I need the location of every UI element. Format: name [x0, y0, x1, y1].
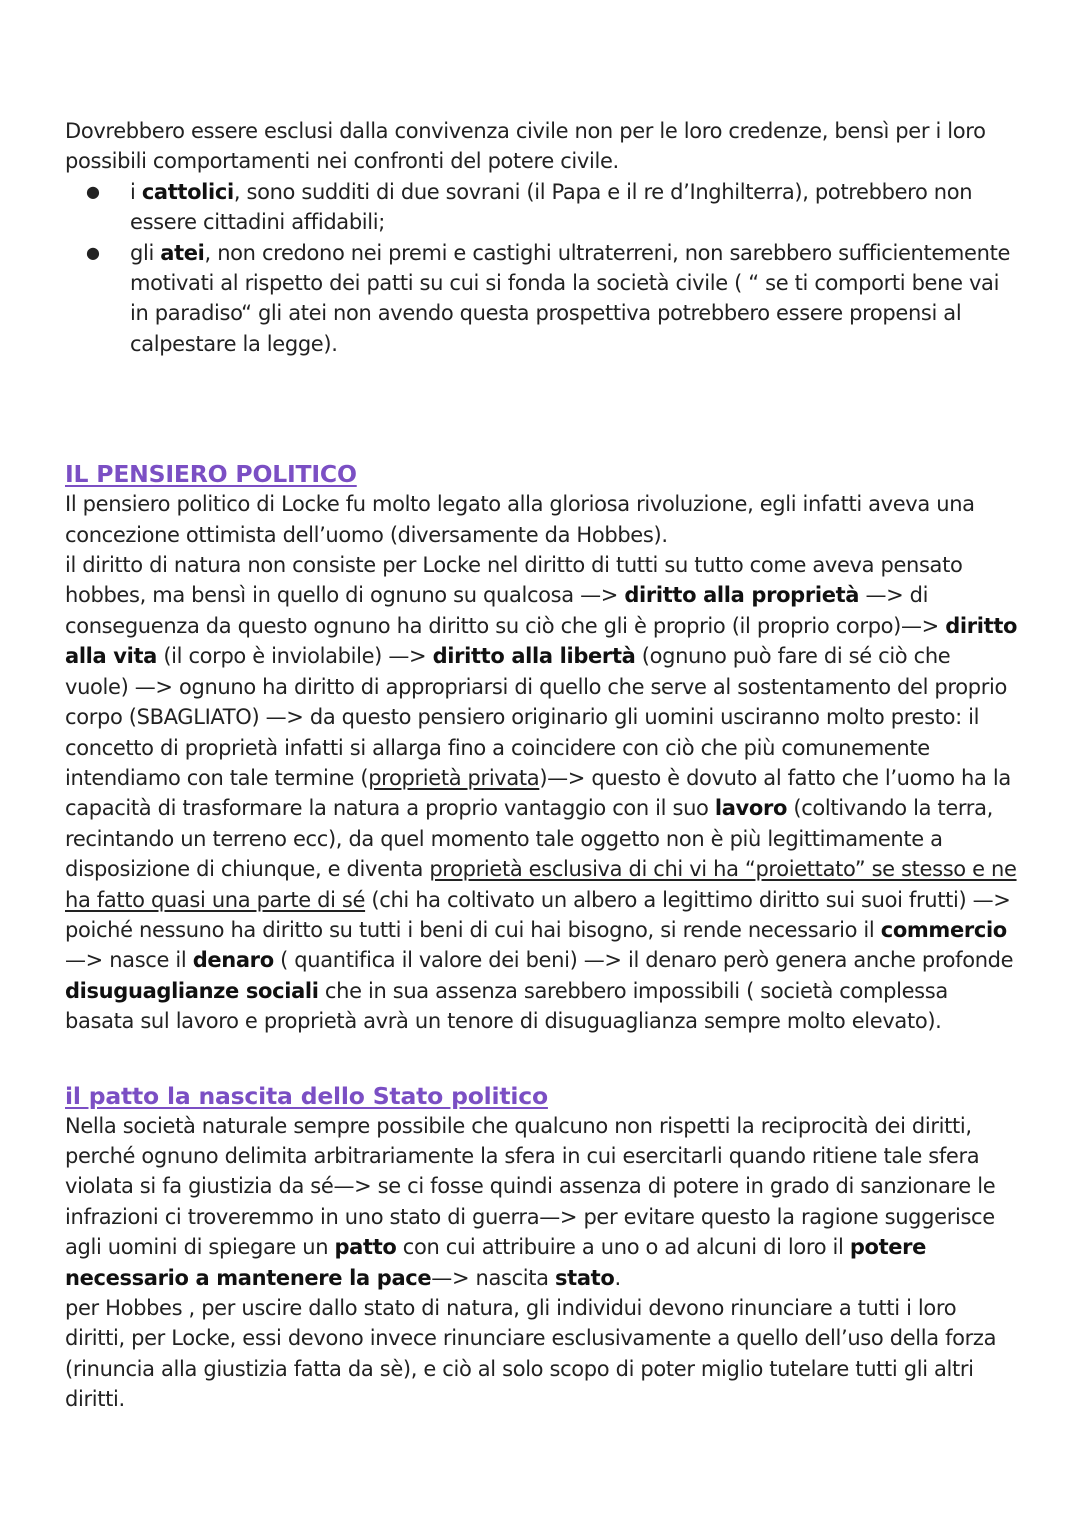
intro-paragraph: Dovrebbero essere esclusi dalla convivenza civile non per le loro credenze, bensì per i loro possibili comportamenti nei confronti del potere civile. — [65, 119, 986, 174]
bold-term: stato — [555, 1265, 615, 1290]
bold-term: diritto alla libertà — [432, 644, 636, 669]
bold-term: commercio — [880, 917, 1007, 942]
bold-term: denaro — [192, 948, 274, 973]
bold-term: cattolici — [141, 179, 234, 204]
section2-paragraph-1: Nella società naturale sempre possibile che qualcuno non rispetti la reciprocità dei diritti, perché ognuno delimita arbitrariamente la sfera in cui esercitarli quando ritiene tale sfera violata si fa giustizia da sé—> se ci fosse quindi assenza di potere in grado di sanzionare le infrazioni ci troveremmo in uno stato di guerra—> per evitare questo la ragione suggerisce agli uomini di spiegare un patto con cui attribuire a uno o ad alcuni di loro il potere necessario a mantenere la pace—> nascita stato. — [65, 1113, 996, 1290]
bullet-text: , non credono nei premi e castighi ultraterreni, non sarebbero sufficientemente motivati al rispetto dei patti su cui si fonda la società civile ( “ se ti comporti bene vai in paradiso“ gli atei non avendo questa prospettiva potrebbero essere propensi al calpestare la legge). — [130, 240, 1011, 356]
bold-term: patto — [334, 1235, 397, 1260]
list-item-atei — [130, 238, 1020, 360]
bullet-text: , sono sudditi di due sovrani (il Papa e il re d’Inghilterra), potrebbero non essere cittadini affidabili; — [130, 179, 973, 235]
bold-term: lavoro — [714, 796, 788, 821]
underlined-term: proprietà esclusiva di chi vi ha “proiettato” se stesso e ne ha fatto quasi una parte di sé — [65, 857, 1017, 912]
bullet-list — [65, 177, 1020, 359]
section-heading-pensiero-politico: IL PENSIERO POLITICO — [65, 460, 357, 489]
section1-paragraph-2: il diritto di natura non consiste per Locke nel diritto di tutti su tutto come aveva pensato hobbes, ma bensì in quello di ognuno su qualcosa —> diritto alla proprietà —> di conseguenza da questo ognuno ha diritto su ciò che gli è proprio (il proprio corpo)—> diritto alla vita (il corpo è inviolabile) —> diritto alla libertà (ognuno può fare di sé ciò che vuole) —> ognuno ha diritto di appropriarsi di quello che serve al sostentamento del proprio corpo (SBAGLIATO) —> da questo pensiero originario gli uomini usciranno molto presto: il concetto di proprietà infatti si allarga fino a coincidere con ciò che più comunemente intendiamo con tale termine (proprietà privata)—> questo è dovuto al fatto che l’uomo ha la capacità di trasformare la natura a proprio vantaggio con il suo lavoro (coltivando la terra, recintando un terreno ecc), da quel momento tale oggetto non è più legittimamente a disposizione di chiunque, e diventa proprietà esclusiva di chi vi ha “proiettato” se stesso e ne ha fatto quasi una parte di sé (chi ha coltivato un albero a legittimo diritto sui suoi frutti) —> poiché nessuno ha diritto su tutti i beni di cui hai bisogno, si rende necessario il commercio —> nasce il denaro ( quantifica il valore dei beni) —> il denaro però genera anche profonde disuguaglianze sociali che in sua assenza sarebbero impossibili ( società complessa basata sul lavoro e proprietà avrà un tenore di disuguaglianza sempre molto elevato). — [65, 553, 1018, 1034]
list-item-cattolici — [130, 177, 1020, 238]
bold-term: diritto alla vita — [65, 613, 1018, 669]
section-heading-patto: il patto la nascita dello Stato politico — [65, 1081, 548, 1110]
bold-term: diritto alla proprietà — [624, 583, 860, 608]
bold-term: disuguaglianze sociali — [65, 978, 319, 1003]
section2-paragraph-2: per Hobbes , per uscire dallo stato di natura, gli individui devono rinunciare a tutti i loro diritti, per Locke, essi devono invece rinunciare esclusivamente a quello dell’uso della forza (rinuncia alla giustizia fatta da sè), e ciò al solo scopo di poter miglio tutelare tutti gli altri diritti. — [65, 1296, 997, 1412]
bullet-text: gli — [130, 240, 161, 265]
bold-term: atei — [160, 240, 205, 265]
bold-term: potere necessario a mantenere la pace — [65, 1235, 927, 1290]
underlined-term: proprietà privata — [368, 765, 540, 790]
section1-paragraph-1: Il pensiero politico di Locke fu molto legato alla gloriosa rivoluzione, egli infatti aveva una concezione ottimista dell’uomo (diversamente da Hobbes). — [65, 492, 975, 547]
bullet-text: i — [130, 179, 142, 204]
